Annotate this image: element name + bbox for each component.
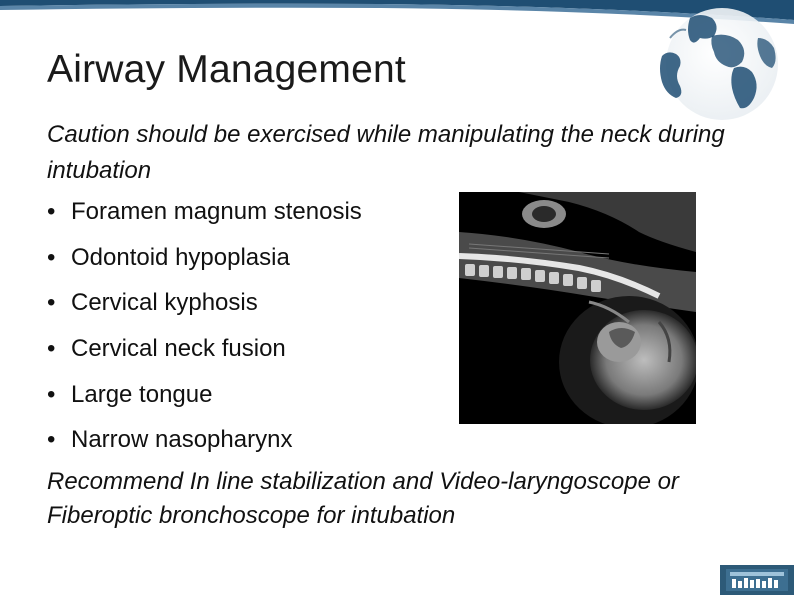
bullet-icon: • xyxy=(47,198,56,225)
list-item: • Large tongue xyxy=(47,372,747,418)
list-item: • Narrow nasopharynx xyxy=(47,417,747,463)
logo-icon xyxy=(726,569,788,591)
globe-icon xyxy=(650,8,790,120)
organization-logo xyxy=(720,565,794,595)
list-item: • Cervical kyphosis xyxy=(47,280,747,326)
bullet-icon: • xyxy=(47,380,56,408)
bullet-icon: • xyxy=(47,289,56,317)
list-item: • Foramen magnum stenosis xyxy=(47,189,747,235)
list-item: • Odontoid hypoplasia xyxy=(47,235,747,281)
list-item: • Cervical neck fusion xyxy=(47,326,747,372)
slide-title: Airway Management xyxy=(47,48,406,91)
bullet-icon: • xyxy=(47,335,56,363)
bullet-icon: • xyxy=(47,426,56,454)
closing-text: Recommend In line stabilization and Video-laryngoscope or Fiberoptic bronchoscope for intubation xyxy=(47,468,679,530)
mri-image xyxy=(459,192,696,424)
bullet-icon: • xyxy=(47,243,56,271)
intro-text: Caution should be exercised while manipulating the neck during intubation xyxy=(47,121,725,184)
